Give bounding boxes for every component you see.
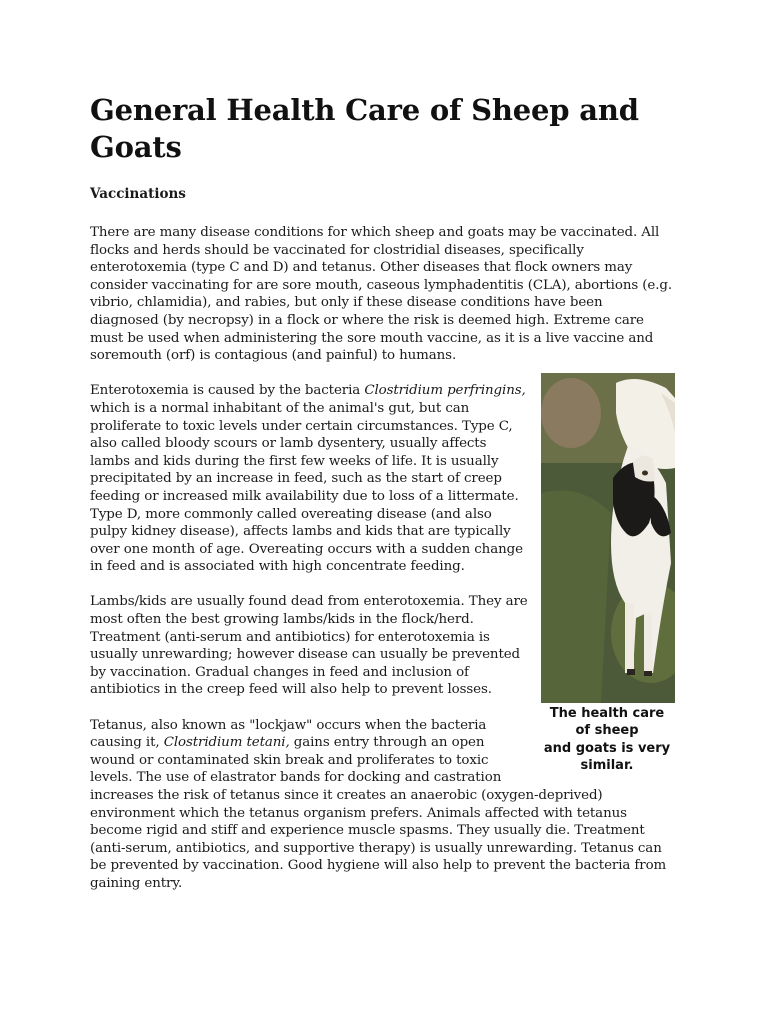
caption-line: and goats is very (543, 740, 671, 756)
page-title: General Health Care of Sheep and Goats (90, 93, 639, 164)
goat-photo (541, 373, 675, 703)
paragraph-text: Enterotoxemia is caused by the bacteria (90, 383, 365, 399)
bacteria-name: Clostridium perfringins, (364, 383, 526, 399)
caption-line: of sheep (575, 723, 639, 739)
paragraph-text: which is a normal inhabitant of the animal's gut, but can proliferate to toxic levels under certain circumstances. Type C, also called bloody scours or lamb dysentery, usually affects lambs and kids during the first few weeks of life. It is usually precipitated by an increase in feed, such as the start of creep feeding or increased milk availability due to loss of a littermate. Type D, more commonly called overeating disease (and also pulpy kidney disease), affects lambs and kids that are typically over one month of age. Overeating occurs with a sudden change in feed and is associated with high concentrate feeding. (90, 400, 523, 575)
paragraph-text: Lambs/kids are usually found dead from enterotoxemia. They are most often the best growing lambs/kids in the flock/herd. Treatment (anti-serum and antibiotics) for enterotoxemia is usually unrewarding; however disease can usually be prevented by vaccination. Gradual changes in feed and inclusion of antibiotics in the creep feed will also help to prevent losses. (90, 594, 528, 698)
paragraph-vaccinations (90, 224, 675, 365)
section-heading: Vaccinations (90, 186, 186, 202)
paragraph-text: There are many disease conditions for which sheep and goats may be vaccinated. All flocks and herds should be vaccinated for clostridial diseases, specifically enterotoxemia (type C and D) and tetanus. Other diseases that flock owners may consider vaccinating for are sore mouth, caseous lymphadentitis (CLA), abortions (e.g. vibrio, chlamidia), and rabies, but only if these disease conditions have been diagnosed (by necropsy) in a flock or where the risk is deemed high. Extreme care must be used when administering the sore mouth vaccine, as it is a live vaccine and soremouth (orf) is contagious (and painful) to humans. (90, 225, 673, 364)
paragraph-text: gains entry through an open wound or contaminated skin break and proliferates to toxic levels. The use of elastrator bands for docking and castration increases the risk of tetanus since it creates an anaerobic (oxygen-deprived) environment which the tetanus organism prefers. Animals affected with tetanus become rigid and stiff and experience muscle spasms. They usually die. Treatment (anti-serum, antibiotics, and supportive therapy) is usually unrewarding. Tetanus can be prevented by vaccination. Good hygiene will also help to prevent the bacteria from gaining entry. (90, 735, 667, 891)
document-page (90, 92, 675, 893)
goat-figure (539, 373, 675, 775)
caption-line: The health care (549, 705, 665, 721)
figure-caption (539, 705, 675, 775)
paragraph-text: Tetanus, also known as "lockjaw" occurs when the bacteria causing it, (90, 717, 487, 751)
bacteria-name: Clostridium tetani, (163, 735, 290, 751)
caption-line: similar. (580, 758, 634, 774)
